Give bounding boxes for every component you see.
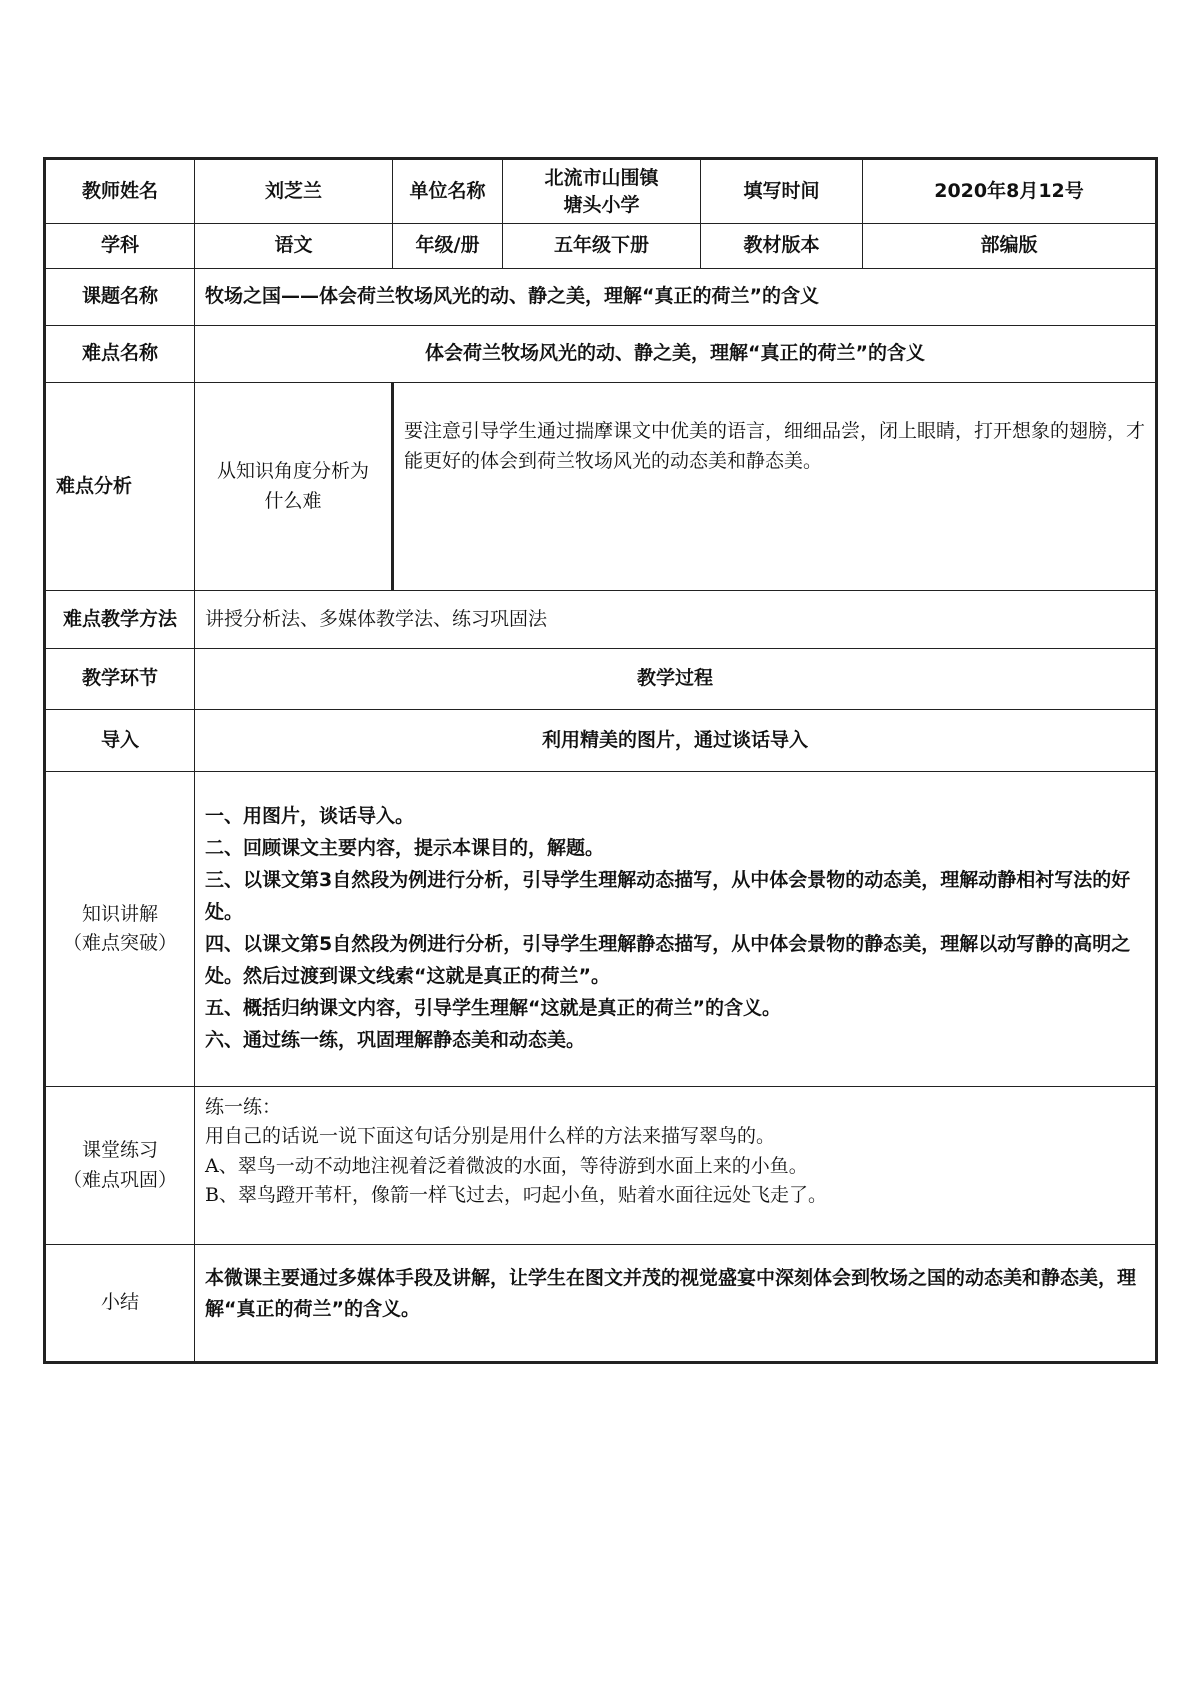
topic-label: 课题名称: [45, 269, 195, 326]
process-value: 教学过程: [195, 649, 1157, 710]
method-value: 讲授分析法、多媒体教学法、练习巩固法: [195, 591, 1157, 649]
exercise-line: 练一练：: [205, 1096, 282, 1118]
knowledge-label-line1: 知识讲解: [81, 902, 158, 925]
header-row-1: [45, 159, 1157, 224]
unit-value-line1: 北流市山围镇: [544, 166, 659, 189]
exercise-content: [195, 1087, 1157, 1245]
unit-value: [503, 159, 701, 224]
unit-label: 单位名称: [393, 159, 503, 224]
knowledge-step: 二、回顾课文主要内容，提示本课目的，解题。: [205, 837, 605, 860]
exercise-line: 用自己的话说一说下面这句话分别是用什么样的方法来描写翠鸟的。: [205, 1125, 776, 1148]
method-label: 难点教学方法: [45, 591, 195, 649]
exercise-label: [45, 1087, 195, 1245]
exercise-line: B、翠鸟蹬开苇杆，像箭一样飞过去，叼起小鱼，贴着水面往远处飞走了。: [205, 1184, 827, 1207]
subject-label: 学科: [45, 224, 195, 269]
summary-value: 本微课主要通过多媒体手段及讲解，让学生在图文并茂的视觉盛宴中深刻体会到牧场之国的动态美和静态美，理解“真正的荷兰”的含义。: [195, 1245, 1157, 1363]
topic-row: [45, 269, 1157, 326]
grade-label: 年级/册: [393, 224, 503, 269]
knowledge-step: 一、用图片，谈话导入。: [205, 805, 415, 828]
topic-value: 牧场之国——体会荷兰牧场风光的动、静之美，理解“真正的荷兰”的含义: [195, 269, 1157, 326]
subject-value: 语文: [195, 224, 393, 269]
knowledge-steps: [195, 772, 1157, 1087]
exercise-line: A、翠鸟一动不动地注视着泛着微波的水面，等待游到水面上来的小鱼。: [205, 1154, 808, 1177]
process-header-row: [45, 649, 1157, 710]
grade-value: 五年级下册: [503, 224, 701, 269]
difficulty-value: 体会荷兰牧场风光的动、静之美，理解“真正的荷兰”的含义: [195, 326, 1157, 383]
teacher-value: 刘芝兰: [195, 159, 393, 224]
difficulty-label: 难点名称: [45, 326, 195, 383]
process-label: 教学环节: [45, 649, 195, 710]
knowledge-step: 四、以课文第5自然段为例进行分析，引导学生理解静态描写，从中体会景物的静态美，理解以动写静的高明之处。然后过渡到课文线索“这就是真正的荷兰”。: [205, 933, 1131, 987]
date-value: 2020年8月12号: [863, 159, 1157, 224]
summary-label: 小结: [45, 1245, 195, 1363]
date-label: 填写时间: [701, 159, 863, 224]
edition-value: 部编版: [863, 224, 1157, 269]
analysis-row: [45, 383, 1157, 591]
teacher-label: 教师姓名: [45, 159, 195, 224]
knowledge-label: [45, 772, 195, 1087]
edition-label: 教材版本: [701, 224, 863, 269]
exercise-label-line1: 课堂练习: [81, 1139, 158, 1162]
unit-value-line2: 塘头小学: [563, 193, 640, 216]
intro-value: 利用精美的图片，通过谈话导入: [195, 710, 1157, 772]
exercise-label-line2: （难点巩固）: [62, 1168, 177, 1191]
lesson-plan-table: [43, 157, 1158, 1364]
knowledge-row: [45, 772, 1157, 1087]
knowledge-label-line2: （难点突破）: [62, 932, 177, 954]
header-row-2: [45, 224, 1157, 269]
analysis-label: 难点分析: [45, 383, 195, 591]
knowledge-step: 三、以课文第3自然段为例进行分析，引导学生理解动态描写，从中体会景物的动态美，理解动静相衬写法的好处。: [205, 869, 1131, 924]
difficulty-row: [45, 326, 1157, 383]
method-row: [45, 591, 1157, 649]
intro-label: 导入: [45, 710, 195, 772]
knowledge-step: 五、概括归纳课文内容，引导学生理解“这就是真正的荷兰”的含义。: [205, 996, 781, 1019]
summary-row: [45, 1245, 1157, 1363]
intro-row: [45, 710, 1157, 772]
exercise-row: [45, 1087, 1157, 1245]
knowledge-step: 六、通过练一练，巩固理解静态美和动态美。: [205, 1028, 586, 1051]
analysis-value: 要注意引导学生通过揣摩课文中优美的语言，细细品尝，闭上眼睛，打开想象的翅膀，才能更好的体会到荷兰牧场风光的动态美和静态美。: [393, 383, 1157, 591]
analysis-sub-label: 从知识角度分析为什么难: [195, 383, 393, 591]
